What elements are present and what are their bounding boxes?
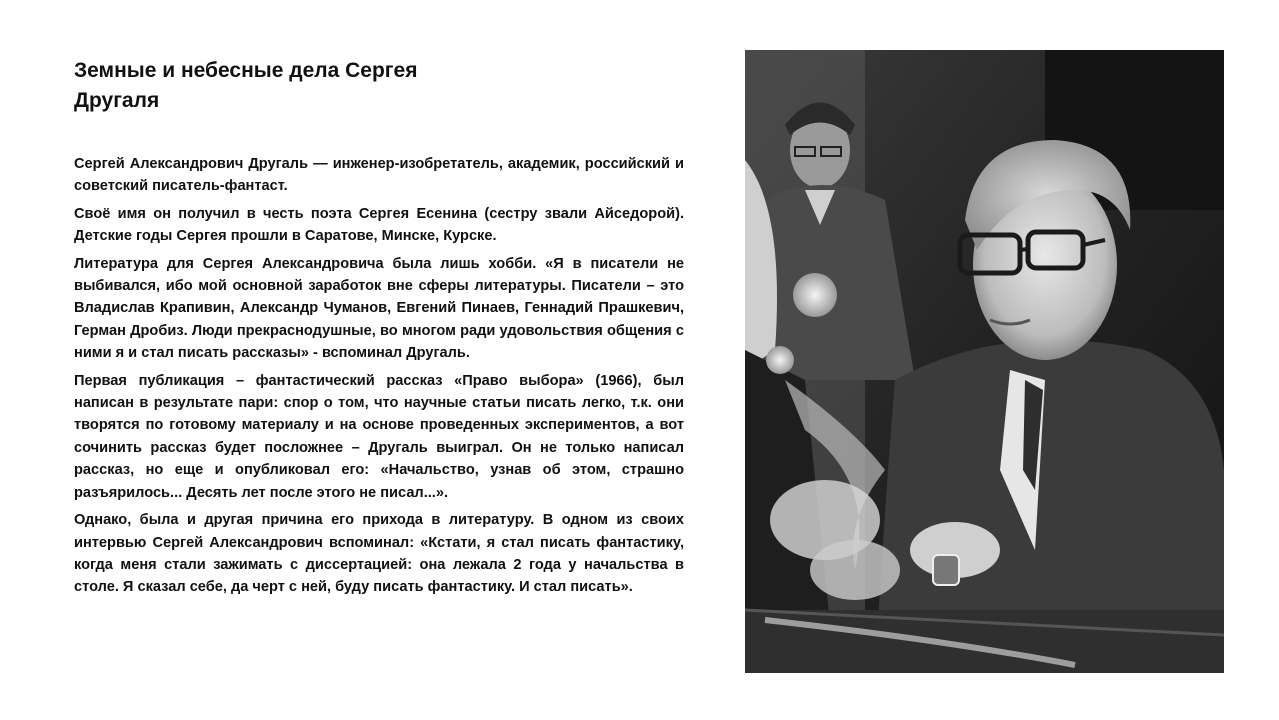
paragraph-1: Сергей Александрович Другаль — инженер-изобретатель, академик, российский и советский писатель-фантаст. [74, 156, 684, 195]
paragraph-4: Первая публикация – фантастический рассказ «Право выбора» (1966), был написан в результате пари: спор о том, что научные статьи писать легко, т.к. они творятся по готовому материалу и на основе проведенных экспериментов, а вот сочинить рассказ будет посложнее – Другаль выиграл. Он не только написал рассказ, но еще и опубликовал его: «Начальство, узнав об этом, страшно разъярилось... Десять лет после этого не писал...». [74, 372, 684, 501]
portrait-photo-illustration [745, 50, 1224, 673]
slide-title [74, 56, 494, 116]
body-text [74, 153, 684, 604]
title-line-1: Земные и небесные дела Сергея [74, 59, 418, 82]
portrait-photo [745, 50, 1224, 673]
title-line-2: Другаля [74, 89, 160, 112]
paragraph-3: Литература для Сергея Александровича была лишь хобби. «Я в писатели не выбивался, ибо мой основной заработок вне сферы литературы. Писатели – это Владислав Крапивин, Александр Чуманов, Евгений Пинаев, Геннадий Прашкевич, Герман Дробиз. Люди прекраснодушные, во многом ради удовольствия общения с ними я и стал писать рассказы» - вспоминал Другаль. [74, 255, 684, 362]
paragraph-5: Однако, была и другая причина его прихода в литературу. В одном из своих интервью Сергей Александрович вспоминал: «Кстати, я стал писать фантастику, когда меня стали зажимать с диссертацией: она лежала 2 года у начальства в столе. Я сказал себе, да черт с ней, буду писать фантастику. И стал писать». [74, 512, 684, 596]
paragraph-2: Своё имя он получил в честь поэта Сергея Есенина (сестру звали Айседорой). Детские годы Сергея прошли в Саратове, Минске, Курске. [74, 205, 684, 245]
